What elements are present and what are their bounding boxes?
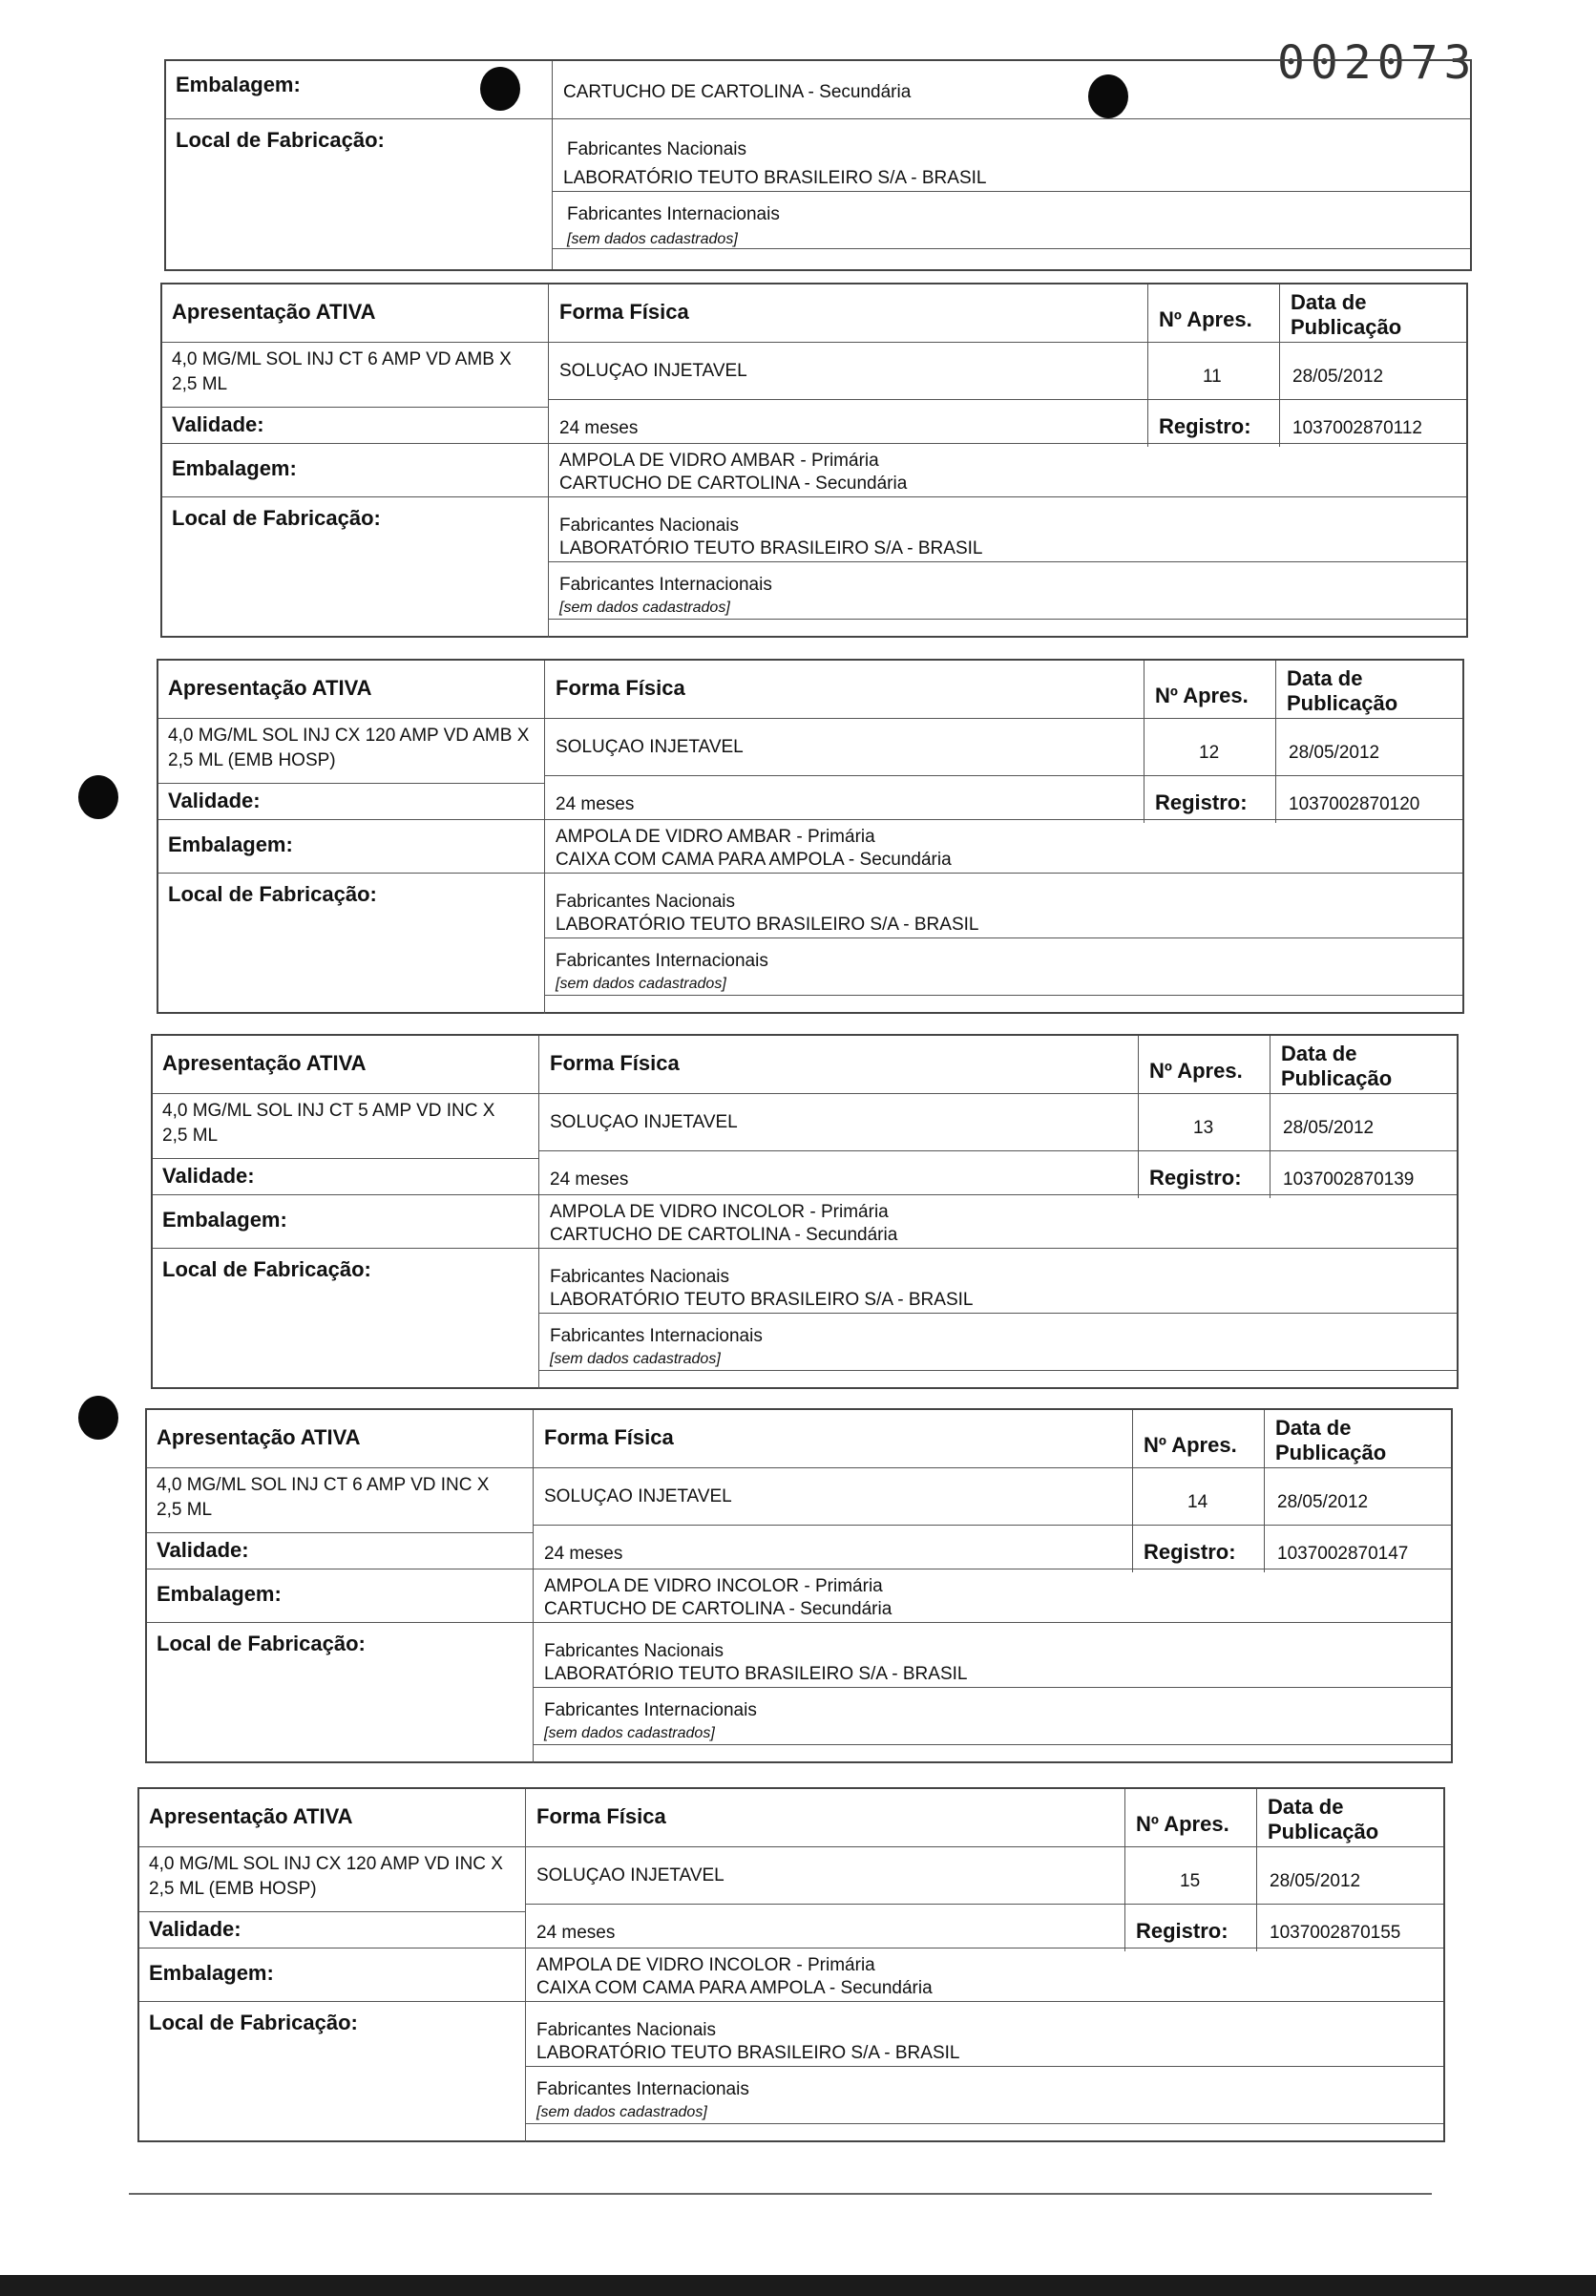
- validade-label: Validade:: [168, 789, 261, 812]
- data-pub-value: 28/05/2012: [1270, 1871, 1361, 1891]
- presentation-desc-2: 2,5 ML: [157, 1500, 213, 1520]
- n-apres-label: Nº Apres.: [1136, 1812, 1229, 1836]
- apresentacao-label: Apresentação ATIVA: [149, 1804, 353, 1828]
- fab-internacionais-label: Fabricantes Internacionais: [550, 1326, 763, 1346]
- data-pub-label-1: Data de: [1281, 1042, 1357, 1065]
- forma-fisica-label: Forma Física: [544, 1425, 674, 1449]
- embalagem-line-2: CARTUCHO DE CARTOLINA - Secundária: [559, 474, 908, 494]
- top-block: [164, 59, 1472, 271]
- local-label: Local de Fabricação:: [172, 506, 381, 530]
- data-pub-label-2: Publicação: [1275, 1441, 1387, 1464]
- n-apres-label: Nº Apres.: [1155, 684, 1249, 707]
- embalagem-line-1: AMPOLA DE VIDRO INCOLOR - Primária: [544, 1576, 883, 1596]
- embalagem-line-1: AMPOLA DE VIDRO AMBAR - Primária: [556, 827, 875, 847]
- fab-nacionais-label: Fabricantes Nacionais: [559, 516, 739, 536]
- forma-fisica-value: SOLUÇAO INJETAVEL: [550, 1112, 738, 1132]
- fabricante-value: LABORATÓRIO TEUTO BRASILEIRO S/A - BRASIL: [536, 2043, 960, 2063]
- n-apres-value: 11: [1203, 367, 1222, 387]
- validade-label: Validade:: [172, 412, 264, 436]
- forma-fisica-label: Forma Física: [550, 1051, 680, 1075]
- embalagem-line-2: CAIXA COM CAMA PARA AMPOLA - Secundária: [556, 850, 952, 870]
- validade-value: 24 meses: [550, 1169, 629, 1190]
- registro-value: 1037002870147: [1277, 1544, 1409, 1564]
- data-pub-label-1: Data de: [1275, 1416, 1352, 1440]
- embalagem-label: Embalagem:: [149, 1961, 274, 1985]
- punch-hole-left-2: [78, 1396, 118, 1440]
- fabricante-value: LABORATÓRIO TEUTO BRASILEIRO S/A - BRASIL: [556, 915, 979, 935]
- presentation-block: [160, 283, 1468, 638]
- validade-label: Validade:: [157, 1538, 249, 1562]
- forma-fisica-label: Forma Física: [556, 676, 685, 700]
- presentation-desc-1: 4,0 MG/ML SOL INJ CT 6 AMP VD AMB X: [172, 349, 512, 369]
- data-pub-label-1: Data de: [1268, 1795, 1344, 1819]
- apresentacao-label: Apresentação ATIVA: [157, 1425, 361, 1449]
- data-pub-label-1: Data de: [1291, 290, 1367, 314]
- data-pub-value: 28/05/2012: [1277, 1492, 1369, 1512]
- n-apres-value: 15: [1180, 1871, 1201, 1891]
- validade-label: Validade:: [149, 1917, 242, 1941]
- embalagem-line-2: CARTUCHO DE CARTOLINA - Secundária: [550, 1225, 898, 1245]
- registro-value: 1037002870155: [1270, 1923, 1401, 1943]
- presentation-desc-2: 2,5 ML (EMB HOSP): [168, 750, 336, 770]
- n-apres-value: 12: [1199, 743, 1220, 763]
- fab-internacionais-value: [sem dados cadastrados]: [567, 231, 738, 247]
- document-number: 002073: [1277, 36, 1478, 90]
- forma-fisica-value: SOLUÇAO INJETAVEL: [559, 361, 747, 381]
- sem-dados-value: [sem dados cadastrados]: [556, 976, 726, 992]
- embalagem-label: Embalagem:: [157, 1582, 282, 1606]
- data-pub-value: 28/05/2012: [1283, 1118, 1375, 1138]
- presentation-desc-1: 4,0 MG/ML SOL INJ CX 120 AMP VD AMB X: [168, 726, 530, 746]
- presentation-desc-2: 2,5 ML: [162, 1126, 219, 1146]
- embalagem-value: CARTUCHO DE CARTOLINA - Secundária: [563, 82, 912, 102]
- fab-nacionais-label: Fabricantes Nacionais: [536, 2020, 716, 2040]
- data-pub-label-1: Data de: [1287, 666, 1363, 690]
- fab-nacionais-value: LABORATÓRIO TEUTO BRASILEIRO S/A - BRASIL: [563, 168, 987, 188]
- presentation-desc-1: 4,0 MG/ML SOL INJ CT 5 AMP VD INC X: [162, 1101, 495, 1121]
- embalagem-line-1: AMPOLA DE VIDRO AMBAR - Primária: [559, 451, 879, 471]
- local-label: Local de Fabricação:: [168, 882, 377, 906]
- fab-nacionais-label: Fabricantes Nacionais: [556, 892, 735, 912]
- apresentacao-label: Apresentação ATIVA: [168, 676, 372, 700]
- local-label: Local de Fabricação:: [176, 128, 385, 152]
- validade-label: Validade:: [162, 1164, 255, 1188]
- forma-fisica-label: Forma Física: [559, 300, 689, 324]
- embalagem-label: Embalagem:: [176, 73, 301, 96]
- n-apres-label: Nº Apres.: [1144, 1433, 1237, 1457]
- fabricante-value: LABORATÓRIO TEUTO BRASILEIRO S/A - BRASIL: [559, 538, 983, 558]
- validade-value: 24 meses: [544, 1544, 623, 1564]
- embalagem-line-2: CARTUCHO DE CARTOLINA - Secundária: [544, 1599, 892, 1619]
- presentation-block: [151, 1034, 1459, 1389]
- fab-internacionais-label: Fabricantes Internacionais: [536, 2079, 749, 2099]
- sem-dados-value: [sem dados cadastrados]: [544, 1725, 715, 1741]
- sem-dados-value: [sem dados cadastrados]: [559, 600, 730, 616]
- fab-internacionais-label: Fabricantes Internacionais: [567, 204, 780, 224]
- n-apres-label: Nº Apres.: [1159, 307, 1252, 331]
- registro-label: Registro:: [1155, 790, 1248, 814]
- local-label: Local de Fabricação:: [157, 1632, 366, 1655]
- fab-nacionais-label: Fabricantes Nacionais: [567, 139, 746, 159]
- registro-value: 1037002870120: [1289, 794, 1420, 814]
- data-pub-label-2: Publicação: [1287, 691, 1398, 715]
- embalagem-label: Embalagem:: [172, 456, 297, 480]
- forma-fisica-label: Forma Física: [536, 1804, 666, 1828]
- embalagem-line-2: CAIXA COM CAMA PARA AMPOLA - Secundária: [536, 1978, 933, 1998]
- presentation-desc-2: 2,5 ML (EMB HOSP): [149, 1879, 317, 1899]
- fabricante-value: LABORATÓRIO TEUTO BRASILEIRO S/A - BRASIL: [544, 1664, 968, 1684]
- apresentacao-label: Apresentação ATIVA: [172, 300, 376, 324]
- validade-value: 24 meses: [556, 794, 635, 814]
- data-pub-label-2: Publicação: [1291, 315, 1402, 339]
- n-apres-value: 14: [1187, 1492, 1208, 1512]
- fab-internacionais-label: Fabricantes Internacionais: [544, 1700, 757, 1720]
- presentation-block: [145, 1408, 1453, 1763]
- presentation-desc-1: 4,0 MG/ML SOL INJ CX 120 AMP VD INC X: [149, 1854, 503, 1874]
- forma-fisica-value: SOLUÇAO INJETAVEL: [544, 1486, 732, 1506]
- data-pub-label-2: Publicação: [1281, 1066, 1393, 1090]
- presentation-desc-2: 2,5 ML: [172, 374, 228, 394]
- n-apres-value: 13: [1193, 1118, 1214, 1138]
- presentation-desc-1: 4,0 MG/ML SOL INJ CT 6 AMP VD INC X: [157, 1475, 490, 1495]
- punch-hole-left-1: [78, 775, 118, 819]
- presentation-block: [157, 659, 1464, 1014]
- data-pub-value: 28/05/2012: [1292, 367, 1384, 387]
- embalagem-label: Embalagem:: [168, 832, 293, 856]
- data-pub-value: 28/05/2012: [1289, 743, 1380, 763]
- registro-label: Registro:: [1136, 1919, 1228, 1943]
- presentation-block: [137, 1787, 1445, 2142]
- fabricante-value: LABORATÓRIO TEUTO BRASILEIRO S/A - BRASIL: [550, 1290, 974, 1310]
- sem-dados-value: [sem dados cadastrados]: [536, 2104, 707, 2120]
- forma-fisica-value: SOLUÇAO INJETAVEL: [556, 737, 744, 757]
- registro-label: Registro:: [1144, 1540, 1236, 1564]
- fab-internacionais-label: Fabricantes Internacionais: [559, 575, 772, 595]
- local-label: Local de Fabricação:: [149, 2011, 358, 2034]
- fab-nacionais-label: Fabricantes Nacionais: [544, 1641, 724, 1661]
- registro-value: 1037002870139: [1283, 1169, 1415, 1190]
- registro-label: Registro:: [1159, 414, 1251, 438]
- registro-label: Registro:: [1149, 1166, 1242, 1190]
- embalagem-label: Embalagem:: [162, 1208, 287, 1232]
- validade-value: 24 meses: [536, 1923, 616, 1943]
- registro-value: 1037002870112: [1292, 418, 1422, 438]
- fab-nacionais-label: Fabricantes Nacionais: [550, 1267, 729, 1287]
- data-pub-label-2: Publicação: [1268, 1820, 1379, 1843]
- local-label: Local de Fabricação:: [162, 1257, 371, 1281]
- embalagem-line-1: AMPOLA DE VIDRO INCOLOR - Primária: [536, 1955, 875, 1975]
- sem-dados-value: [sem dados cadastrados]: [550, 1351, 721, 1367]
- embalagem-line-1: AMPOLA DE VIDRO INCOLOR - Primária: [550, 1202, 889, 1222]
- forma-fisica-value: SOLUÇAO INJETAVEL: [536, 1865, 724, 1885]
- scan-edge: [0, 2275, 1596, 2296]
- page-bottom-rule: [129, 2193, 1432, 2195]
- apresentacao-label: Apresentação ATIVA: [162, 1051, 367, 1075]
- validade-value: 24 meses: [559, 418, 639, 438]
- fab-internacionais-label: Fabricantes Internacionais: [556, 951, 768, 971]
- n-apres-label: Nº Apres.: [1149, 1059, 1243, 1083]
